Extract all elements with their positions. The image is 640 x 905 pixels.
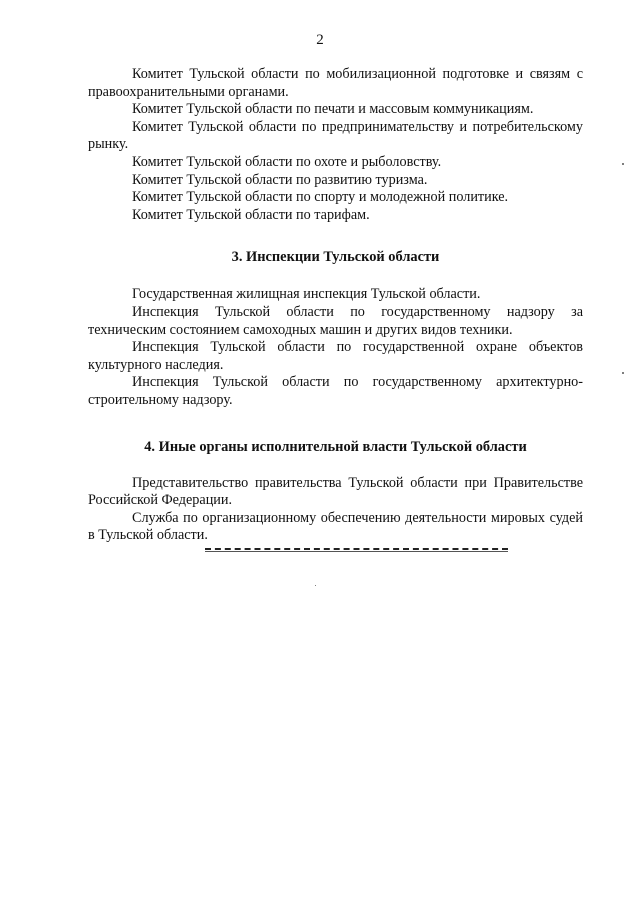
committee-item: Комитет Тульской области по охоте и рыболовству. bbox=[132, 153, 442, 170]
committee-item: Комитет Тульской области по мобилизационной подготовке и связям с правоохранительными органами. bbox=[88, 66, 583, 100]
end-divider bbox=[205, 548, 508, 550]
other-body-item: Служба по организационному обеспечению деятельности мировых судей в Тульской области. bbox=[88, 509, 583, 544]
committee-item: Комитет Тульской области по печати и массовым коммуникациям. bbox=[132, 101, 534, 118]
scan-speck bbox=[622, 163, 624, 165]
section-heading-inspections: 3. Инспекции Тульской области bbox=[231, 249, 440, 266]
other-body-item: Представительство правительства Тульской области при Правительстве Российской Федерации. bbox=[88, 474, 583, 509]
scan-speck bbox=[315, 585, 316, 586]
inspection-item: Инспекция Тульской области по государственному архитектурно-строительному надзору. bbox=[88, 374, 583, 408]
inspection-item: Инспекция Тульской области по государственному надзору за техническим состоянием самоходных машин и других видов техники. bbox=[88, 303, 583, 338]
committee-item: Комитет Тульской области по тарифам. bbox=[132, 206, 370, 223]
inspection-item: Инспекция Тульской области по государственной охране объектов культурного наследия. bbox=[88, 339, 583, 373]
inspection-item: Государственная жилищная инспекция Тульской области. bbox=[132, 286, 481, 303]
committee-item: Комитет Тульской области по предпринимательству и потребительскому рынку. bbox=[88, 118, 583, 153]
scan-speck bbox=[622, 372, 624, 374]
committee-item: Комитет Тульской области по развитию туризма. bbox=[132, 171, 428, 188]
section-heading-other-bodies: 4. Иные органы исполнительной власти Тульской области bbox=[144, 438, 527, 455]
end-divider-underline bbox=[205, 551, 508, 552]
page-number: 2 bbox=[316, 32, 324, 48]
document-body bbox=[88, 66, 583, 545]
committee-item: Комитет Тульской области по спорту и молодежной политике. bbox=[132, 189, 509, 206]
